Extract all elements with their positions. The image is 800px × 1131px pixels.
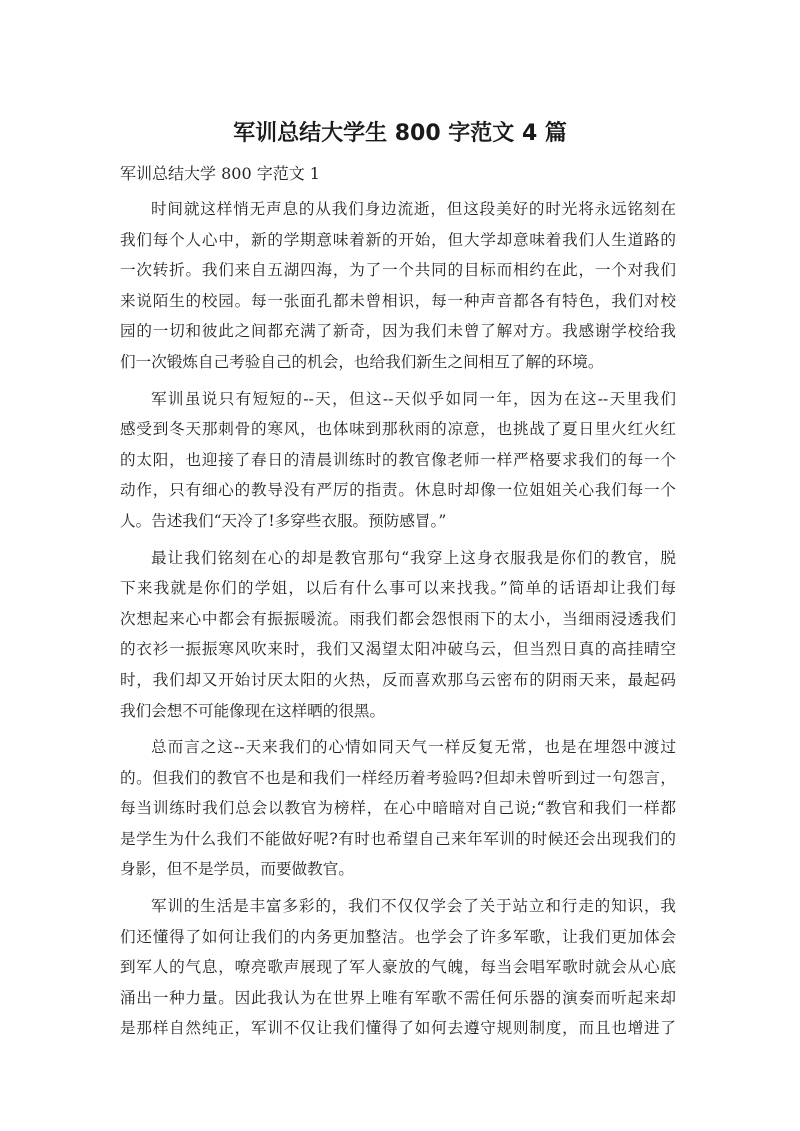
text-line: 们一次锻炼自己考验自己的机会，也给我们新生之间相互了解的环境。 — [120, 352, 604, 371]
text-line: 军训虽说只有短短的--天，但这--天似乎如同一年，因为在这--天里我们 — [151, 389, 676, 408]
text-line: 到军人的气息，嘹亮歌声展现了军人豪放的气魄，每当会唱军歌时就会从心底 — [120, 958, 676, 977]
text-line: 每当训练时我们总会以教官为榜样，在心中暗暗对自己说;“教官和我们一样都 — [120, 799, 676, 818]
paragraph-1 — [120, 194, 676, 378]
text-line: 最让我们铭刻在心的却是教官那句“我穿上这身衣服我是你们的教官，脱 — [151, 548, 676, 567]
text-line: 身影，但不是学员，而要做教官。 — [120, 860, 354, 879]
document-title: 军训总结大学生 800 字范文 4 篇 — [233, 121, 567, 146]
text-line: 军训的生活是丰富多彩的，我们不仅仅学会了关于站立和行走的知识，我 — [151, 897, 676, 916]
text-line: 涌出一种力量。因此我认为在世界上唯有军歌不需任何乐器的演奏而听起来却 — [120, 988, 676, 1007]
paragraph-4 — [120, 732, 676, 885]
text-line: 时间就这样悄无声息的从我们身边流逝，但这段美好的时光将永远铭刻在 — [151, 200, 676, 218]
text-line: 下来我就是你们的学姐，以后有什么事可以来找我。”简单的话语却让我们每 — [120, 579, 676, 598]
text-line: 一次转折。我们来自五湖四海，为了一个共同的目标而相约在此，一个对我们 — [120, 261, 676, 280]
text-line: 园的一切和彼此之间都充满了新奇，因为我们未曾了解对方。我感谢学校给我 — [120, 322, 676, 341]
text-line: 次想起来心中都会有振振暖流。雨我们都会怨恨雨下的太小，当细雨浸透我们 — [120, 609, 676, 628]
paragraph-2 — [120, 384, 676, 537]
text-line: 动作，只有细心的教导没有严厉的指责。休息时却像一位姐姐关心我们每一个 — [120, 481, 676, 500]
text-line: 人。告述我们“天冷了!多穿些衣服。预防感冒。” — [120, 511, 447, 530]
text-line: 总而言之这--天来我们的心情如同天气一样反复无常，也是在埋怨中渡过 — [151, 738, 676, 757]
text-line: 感受到冬天那刺骨的寒风，也体味到那秋雨的凉意，也挑战了夏日里火红火红 — [120, 420, 676, 439]
text-line: 来说陌生的校园。每一张面孔都未曾相识，每一种声音都各有特色，我们对校 — [120, 291, 676, 310]
paragraph-5 — [120, 891, 676, 1044]
document-body — [120, 194, 676, 1050]
text-line: 是学生为什么我们不能做好呢?有时也希望自己来年军训的时候还会出现我们的 — [120, 829, 676, 848]
text-line: 们还懂得了如何让我们的内务更加整洁。也学会了许多军歌，让我们更加体会 — [120, 927, 676, 946]
text-line: 的衣衫一振振寒风吹来时，我们又渴望太阳冲破乌云，但当烈日真的高挂晴空 — [120, 640, 676, 659]
text-line: 是那样自然纯正，军训不仅让我们懂得了如何去遵守规则制度，而且也增进了 — [120, 1019, 676, 1038]
section-subtitle: 军训总结大学 800 字范文 1 — [120, 164, 320, 183]
paragraph-3 — [120, 543, 676, 727]
text-line: 时，我们却又开始讨厌太阳的火热，反而喜欢那乌云密布的阴雨天来，最起码 — [120, 670, 676, 689]
text-line: 我们每个人心中，新的学期意味着新的开始，但大学却意味着我们人生道路的 — [120, 230, 676, 249]
text-line: 我们会想不可能像现在这样晒的很黑。 — [120, 701, 386, 720]
text-line: 的太阳，也迎接了春日的清晨训练时的教官像老师一样严格要求我们的每一个 — [120, 450, 676, 469]
text-line: 的。但我们的教官不也是和我们一样经历着考验吗?但却未曾听到过一句怨言， — [120, 768, 676, 787]
